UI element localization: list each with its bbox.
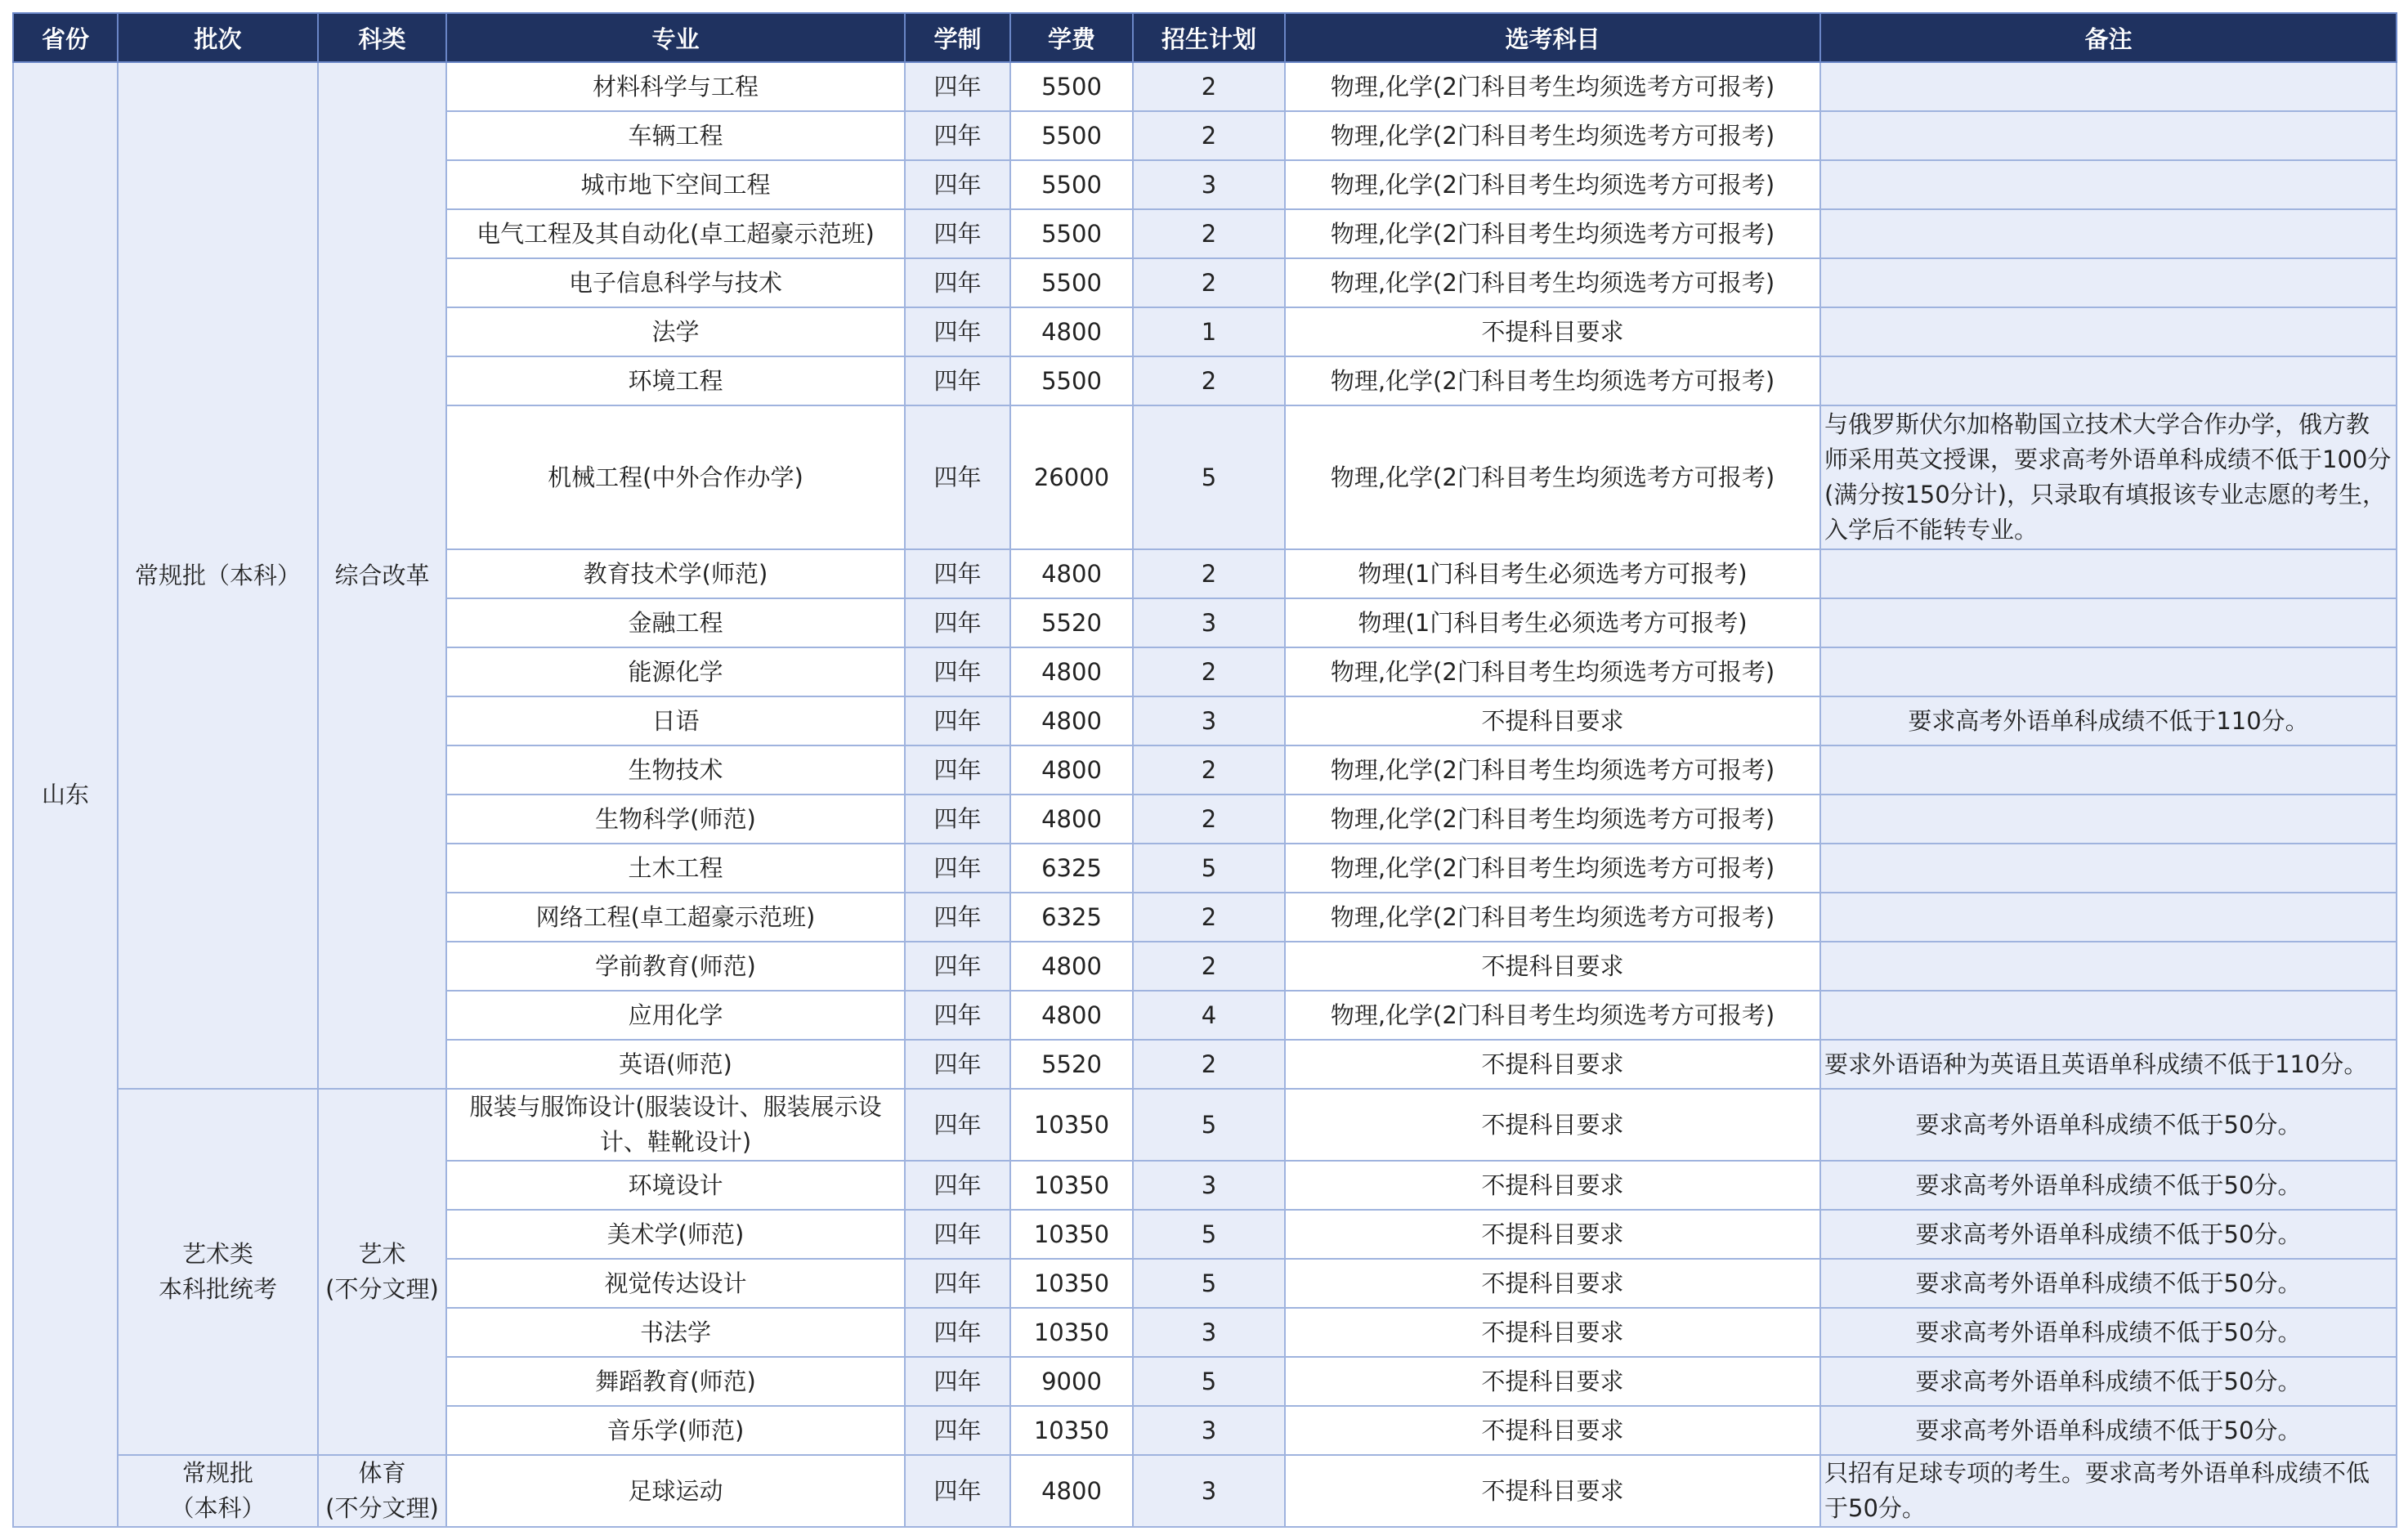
duration-cell: 四年 bbox=[905, 991, 1010, 1040]
remarks-cell bbox=[1820, 795, 2397, 844]
tuition-cell: 5520 bbox=[1010, 598, 1133, 647]
remarks-cell: 要求高考外语单科成绩不低于110分。 bbox=[1820, 696, 2397, 745]
remarks-cell bbox=[1820, 258, 2397, 307]
major-cell: 能源化学 bbox=[446, 647, 905, 696]
enrollment-plan-cell: 3 bbox=[1133, 696, 1285, 745]
enrollment-plan-cell: 5 bbox=[1133, 405, 1285, 549]
header-enrollment-plan: 招生计划 bbox=[1133, 13, 1285, 62]
enrollment-plan-cell: 5 bbox=[1133, 844, 1285, 893]
duration-cell: 四年 bbox=[905, 405, 1010, 549]
required-subjects-cell: 物理(1门科目考生必须选考方可报考) bbox=[1285, 549, 1820, 598]
tuition-cell: 5500 bbox=[1010, 258, 1133, 307]
required-subjects-cell: 不提科目要求 bbox=[1285, 942, 1820, 991]
remarks-cell bbox=[1820, 598, 2397, 647]
tuition-cell: 5500 bbox=[1010, 356, 1133, 405]
duration-cell: 四年 bbox=[905, 1259, 1010, 1308]
duration-cell: 四年 bbox=[905, 598, 1010, 647]
tuition-cell: 5500 bbox=[1010, 209, 1133, 258]
major-cell: 学前教育(师范) bbox=[446, 942, 905, 991]
major-cell: 生物科学(师范) bbox=[446, 795, 905, 844]
duration-cell: 四年 bbox=[905, 1161, 1010, 1210]
duration-cell: 四年 bbox=[905, 549, 1010, 598]
remarks-cell: 只招有足球专项的考生。要求高考外语单科成绩不低于50分。 bbox=[1820, 1455, 2397, 1527]
header-tuition: 学费 bbox=[1010, 13, 1133, 62]
major-cell: 环境工程 bbox=[446, 356, 905, 405]
remarks-cell bbox=[1820, 307, 2397, 356]
duration-cell: 四年 bbox=[905, 209, 1010, 258]
tuition-cell: 10350 bbox=[1010, 1308, 1133, 1357]
major-cell: 视觉传达设计 bbox=[446, 1259, 905, 1308]
required-subjects-cell: 不提科目要求 bbox=[1285, 1161, 1820, 1210]
tuition-cell: 5500 bbox=[1010, 160, 1133, 209]
required-subjects-cell: 不提科目要求 bbox=[1285, 307, 1820, 356]
remarks-cell: 要求高考外语单科成绩不低于50分。 bbox=[1820, 1210, 2397, 1259]
required-subjects-cell: 不提科目要求 bbox=[1285, 696, 1820, 745]
tuition-cell: 4800 bbox=[1010, 647, 1133, 696]
duration-cell: 四年 bbox=[905, 696, 1010, 745]
tuition-cell: 5520 bbox=[1010, 1040, 1133, 1089]
remarks-cell bbox=[1820, 991, 2397, 1040]
required-subjects-cell: 物理,化学(2门科目考生均须选考方可报考) bbox=[1285, 893, 1820, 942]
tuition-cell: 9000 bbox=[1010, 1357, 1133, 1406]
table-row bbox=[13, 62, 2397, 111]
duration-cell: 四年 bbox=[905, 795, 1010, 844]
required-subjects-cell: 物理,化学(2门科目考生均须选考方可报考) bbox=[1285, 258, 1820, 307]
major-cell: 电子信息科学与技术 bbox=[446, 258, 905, 307]
remarks-cell: 要求高考外语单科成绩不低于50分。 bbox=[1820, 1406, 2397, 1455]
tuition-cell: 10350 bbox=[1010, 1259, 1133, 1308]
enrollment-plan-cell: 4 bbox=[1133, 991, 1285, 1040]
tuition-cell: 4800 bbox=[1010, 307, 1133, 356]
required-subjects-cell: 物理,化学(2门科目考生均须选考方可报考) bbox=[1285, 160, 1820, 209]
required-subjects-cell: 物理,化学(2门科目考生均须选考方可报考) bbox=[1285, 62, 1820, 111]
tuition-cell: 4800 bbox=[1010, 942, 1133, 991]
required-subjects-cell: 不提科目要求 bbox=[1285, 1210, 1820, 1259]
enrollment-plan-cell: 3 bbox=[1133, 160, 1285, 209]
duration-cell: 四年 bbox=[905, 1455, 1010, 1527]
tuition-cell: 26000 bbox=[1010, 405, 1133, 549]
major-cell: 英语(师范) bbox=[446, 1040, 905, 1089]
major-cell: 材料科学与工程 bbox=[446, 62, 905, 111]
remarks-cell bbox=[1820, 745, 2397, 795]
enrollment-plan-cell: 2 bbox=[1133, 942, 1285, 991]
remarks-cell bbox=[1820, 111, 2397, 160]
major-cell: 音乐学(师范) bbox=[446, 1406, 905, 1455]
remarks-cell bbox=[1820, 160, 2397, 209]
major-cell: 美术学(师范) bbox=[446, 1210, 905, 1259]
category-cell: 艺术 (不分文理) bbox=[318, 1089, 446, 1455]
major-cell: 书法学 bbox=[446, 1308, 905, 1357]
required-subjects-cell: 物理,化学(2门科目考生均须选考方可报考) bbox=[1285, 795, 1820, 844]
duration-cell: 四年 bbox=[905, 62, 1010, 111]
remarks-cell: 要求高考外语单科成绩不低于50分。 bbox=[1820, 1357, 2397, 1406]
remarks-cell bbox=[1820, 356, 2397, 405]
duration-cell: 四年 bbox=[905, 745, 1010, 795]
major-cell: 舞蹈教育(师范) bbox=[446, 1357, 905, 1406]
remarks-cell bbox=[1820, 209, 2397, 258]
enrollment-plan-cell: 2 bbox=[1133, 745, 1285, 795]
tuition-cell: 4800 bbox=[1010, 991, 1133, 1040]
major-cell: 服装与服饰设计(服装设计、服装展示设计、鞋靴设计) bbox=[446, 1089, 905, 1161]
enrollment-plan-cell: 5 bbox=[1133, 1357, 1285, 1406]
tuition-cell: 4800 bbox=[1010, 745, 1133, 795]
duration-cell: 四年 bbox=[905, 942, 1010, 991]
required-subjects-cell: 物理,化学(2门科目考生均须选考方可报考) bbox=[1285, 647, 1820, 696]
required-subjects-cell: 物理(1门科目考生必须选考方可报考) bbox=[1285, 598, 1820, 647]
required-subjects-cell: 不提科目要求 bbox=[1285, 1406, 1820, 1455]
remarks-cell: 要求高考外语单科成绩不低于50分。 bbox=[1820, 1161, 2397, 1210]
tuition-cell: 10350 bbox=[1010, 1089, 1133, 1161]
major-cell: 土木工程 bbox=[446, 844, 905, 893]
admission-plan-table bbox=[12, 12, 2397, 1528]
enrollment-plan-cell: 2 bbox=[1133, 893, 1285, 942]
table-body bbox=[13, 62, 2397, 1527]
category-cell: 体育 (不分文理) bbox=[318, 1455, 446, 1527]
header-province: 省份 bbox=[13, 13, 118, 62]
required-subjects-cell: 不提科目要求 bbox=[1285, 1357, 1820, 1406]
required-subjects-cell: 物理,化学(2门科目考生均须选考方可报考) bbox=[1285, 405, 1820, 549]
header-remarks: 备注 bbox=[1820, 13, 2397, 62]
duration-cell: 四年 bbox=[905, 1308, 1010, 1357]
table-header-row bbox=[13, 13, 2397, 62]
enrollment-plan-cell: 2 bbox=[1133, 258, 1285, 307]
major-cell: 网络工程(卓工超豪示范班) bbox=[446, 893, 905, 942]
table-row bbox=[13, 1089, 2397, 1161]
duration-cell: 四年 bbox=[905, 1357, 1010, 1406]
duration-cell: 四年 bbox=[905, 1406, 1010, 1455]
category-cell: 综合改革 bbox=[318, 62, 446, 1089]
duration-cell: 四年 bbox=[905, 647, 1010, 696]
header-required-subjects: 选考科目 bbox=[1285, 13, 1820, 62]
header-batch: 批次 bbox=[118, 13, 318, 62]
enrollment-plan-cell: 5 bbox=[1133, 1089, 1285, 1161]
remarks-cell: 要求外语语种为英语且英语单科成绩不低于110分。 bbox=[1820, 1040, 2397, 1089]
duration-cell: 四年 bbox=[905, 1040, 1010, 1089]
enrollment-plan-cell: 2 bbox=[1133, 209, 1285, 258]
remarks-cell: 要求高考外语单科成绩不低于50分。 bbox=[1820, 1259, 2397, 1308]
remarks-cell bbox=[1820, 844, 2397, 893]
enrollment-plan-cell: 2 bbox=[1133, 356, 1285, 405]
batch-cell: 常规批（本科） bbox=[118, 62, 318, 1089]
enrollment-plan-cell: 1 bbox=[1133, 307, 1285, 356]
required-subjects-cell: 物理,化学(2门科目考生均须选考方可报考) bbox=[1285, 209, 1820, 258]
tuition-cell: 6325 bbox=[1010, 893, 1133, 942]
enrollment-plan-cell: 3 bbox=[1133, 1308, 1285, 1357]
header-category: 科类 bbox=[318, 13, 446, 62]
duration-cell: 四年 bbox=[905, 1210, 1010, 1259]
tuition-cell: 10350 bbox=[1010, 1161, 1133, 1210]
duration-cell: 四年 bbox=[905, 844, 1010, 893]
major-cell: 足球运动 bbox=[446, 1455, 905, 1527]
tuition-cell: 4800 bbox=[1010, 1455, 1133, 1527]
major-cell: 日语 bbox=[446, 696, 905, 745]
duration-cell: 四年 bbox=[905, 307, 1010, 356]
tuition-cell: 10350 bbox=[1010, 1210, 1133, 1259]
enrollment-plan-cell: 5 bbox=[1133, 1210, 1285, 1259]
remarks-cell: 要求高考外语单科成绩不低于50分。 bbox=[1820, 1308, 2397, 1357]
table-row bbox=[13, 1455, 2397, 1527]
major-cell: 法学 bbox=[446, 307, 905, 356]
batch-cell: 艺术类 本科批统考 bbox=[118, 1089, 318, 1455]
enrollment-plan-cell: 2 bbox=[1133, 795, 1285, 844]
header-duration: 学制 bbox=[905, 13, 1010, 62]
remarks-cell bbox=[1820, 893, 2397, 942]
enrollment-plan-cell: 2 bbox=[1133, 1040, 1285, 1089]
major-cell: 应用化学 bbox=[446, 991, 905, 1040]
major-cell: 城市地下空间工程 bbox=[446, 160, 905, 209]
enrollment-plan-cell: 5 bbox=[1133, 1259, 1285, 1308]
major-cell: 机械工程(中外合作办学) bbox=[446, 405, 905, 549]
enrollment-plan-cell: 2 bbox=[1133, 111, 1285, 160]
enrollment-plan-cell: 2 bbox=[1133, 62, 1285, 111]
remarks-cell bbox=[1820, 942, 2397, 991]
enrollment-plan-cell: 3 bbox=[1133, 1161, 1285, 1210]
tuition-cell: 5500 bbox=[1010, 111, 1133, 160]
required-subjects-cell: 不提科目要求 bbox=[1285, 1308, 1820, 1357]
tuition-cell: 4800 bbox=[1010, 795, 1133, 844]
remarks-cell bbox=[1820, 62, 2397, 111]
required-subjects-cell: 不提科目要求 bbox=[1285, 1455, 1820, 1527]
tuition-cell: 10350 bbox=[1010, 1406, 1133, 1455]
duration-cell: 四年 bbox=[905, 111, 1010, 160]
batch-cell: 常规批 （本科） bbox=[118, 1455, 318, 1527]
remarks-cell bbox=[1820, 549, 2397, 598]
required-subjects-cell: 物理,化学(2门科目考生均须选考方可报考) bbox=[1285, 745, 1820, 795]
tuition-cell: 4800 bbox=[1010, 549, 1133, 598]
required-subjects-cell: 不提科目要求 bbox=[1285, 1259, 1820, 1308]
required-subjects-cell: 不提科目要求 bbox=[1285, 1040, 1820, 1089]
enrollment-plan-cell: 3 bbox=[1133, 598, 1285, 647]
remarks-cell: 与俄罗斯伏尔加格勒国立技术大学合作办学，俄方教师采用英文授课，要求高考外语单科成绩不低于100分(满分按150分计)，只录取有填报该专业志愿的考生，入学后不能转专业。 bbox=[1820, 405, 2397, 549]
remarks-cell: 要求高考外语单科成绩不低于50分。 bbox=[1820, 1089, 2397, 1161]
major-cell: 环境设计 bbox=[446, 1161, 905, 1210]
major-cell: 金融工程 bbox=[446, 598, 905, 647]
duration-cell: 四年 bbox=[905, 893, 1010, 942]
province-cell: 山东 bbox=[13, 62, 118, 1527]
major-cell: 生物技术 bbox=[446, 745, 905, 795]
required-subjects-cell: 物理,化学(2门科目考生均须选考方可报考) bbox=[1285, 356, 1820, 405]
duration-cell: 四年 bbox=[905, 258, 1010, 307]
required-subjects-cell: 物理,化学(2门科目考生均须选考方可报考) bbox=[1285, 111, 1820, 160]
required-subjects-cell: 不提科目要求 bbox=[1285, 1089, 1820, 1161]
enrollment-plan-cell: 2 bbox=[1133, 549, 1285, 598]
tuition-cell: 4800 bbox=[1010, 696, 1133, 745]
duration-cell: 四年 bbox=[905, 1089, 1010, 1161]
duration-cell: 四年 bbox=[905, 356, 1010, 405]
tuition-cell: 5500 bbox=[1010, 62, 1133, 111]
major-cell: 车辆工程 bbox=[446, 111, 905, 160]
major-cell: 电气工程及其自动化(卓工超豪示范班) bbox=[446, 209, 905, 258]
major-cell: 教育技术学(师范) bbox=[446, 549, 905, 598]
duration-cell: 四年 bbox=[905, 160, 1010, 209]
header-major: 专业 bbox=[446, 13, 905, 62]
remarks-cell bbox=[1820, 647, 2397, 696]
enrollment-plan-cell: 3 bbox=[1133, 1406, 1285, 1455]
enrollment-plan-cell: 3 bbox=[1133, 1455, 1285, 1527]
enrollment-plan-cell: 2 bbox=[1133, 647, 1285, 696]
tuition-cell: 6325 bbox=[1010, 844, 1133, 893]
required-subjects-cell: 物理,化学(2门科目考生均须选考方可报考) bbox=[1285, 844, 1820, 893]
required-subjects-cell: 物理,化学(2门科目考生均须选考方可报考) bbox=[1285, 991, 1820, 1040]
